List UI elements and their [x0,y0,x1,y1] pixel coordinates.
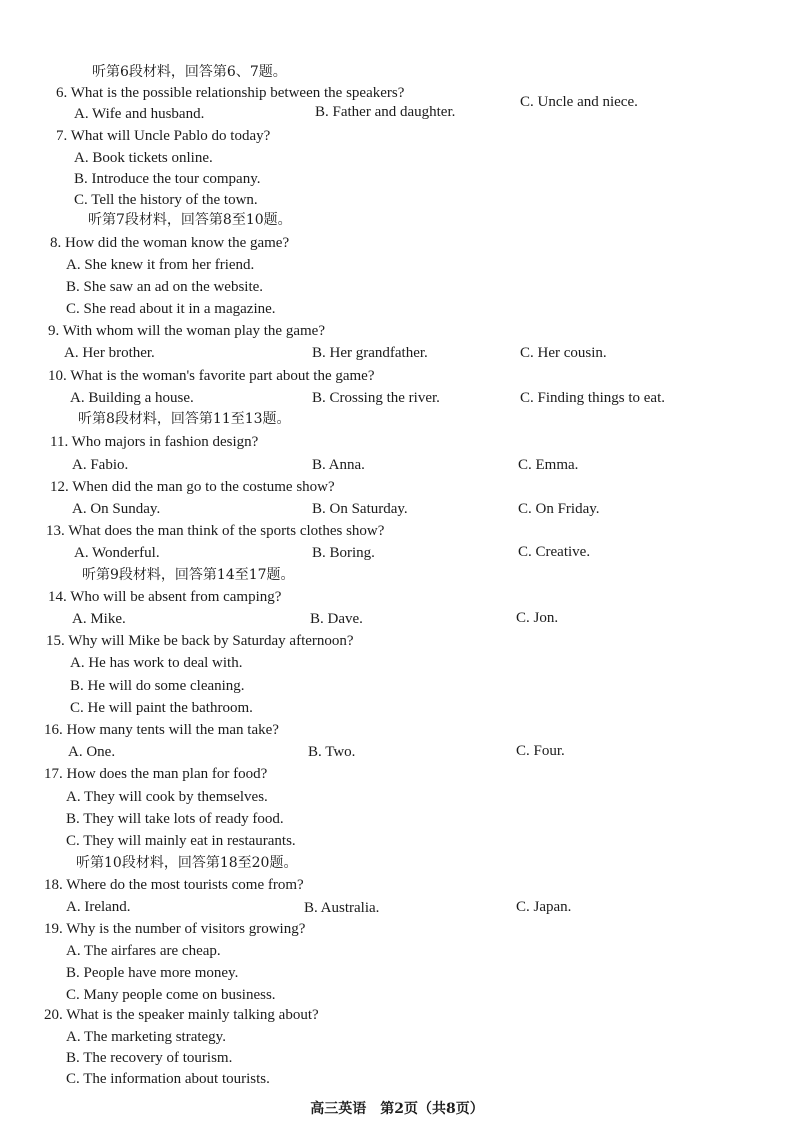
option: C. He will paint the bathroom. [70,700,253,716]
option: B. Anna. [312,457,365,473]
option: B. On Saturday. [312,501,408,517]
option: A. Ireland. [66,899,131,915]
option: A. One. [68,744,116,760]
question-stem: 16. How many tents will the man take? [44,722,279,738]
option: C. The information about tourists. [66,1071,270,1087]
question-stem: 10. What is the woman's favorite part about the game? [48,368,375,384]
option: C. Many people come on business. [66,987,276,1003]
question-stem: 15. Why will Mike be back by Saturday afternoon? [46,633,354,649]
option: A. They will cook by themselves. [66,789,268,805]
option: A. Building a house. [70,390,194,406]
option: A. Fabio. [72,457,129,473]
option: B. Her grandfather. [312,345,428,361]
option: C. Four. [516,743,565,759]
section-heading: 听第7段材料，回答第8至10题。 [88,212,292,228]
option: B. Crossing the river. [312,390,440,406]
option: C. Jon. [516,610,559,626]
option: B. Boring. [312,545,375,561]
option: C. Her cousin. [520,345,607,361]
option: A. The airfares are cheap. [66,943,221,959]
option: C. On Friday. [518,501,600,517]
option: B. They will take lots of ready food. [66,811,284,827]
option: C. Emma. [518,457,579,473]
option: A. Wonderful. [74,545,160,561]
option: B. People have more money. [66,965,239,981]
option: C. Japan. [516,899,572,915]
question-stem: 19. Why is the number of visitors growing? [44,921,306,937]
option: B. The recovery of tourism. [66,1050,233,1066]
option: A. On Sunday. [72,501,161,517]
question-stem: 14. Who will be absent from camping? [48,589,282,605]
option: A. She knew it from her friend. [66,257,255,273]
option: B. Australia. [304,900,380,916]
option: A. Wife and husband. [74,106,205,122]
question-stem: 13. What does the man think of the sports clothes show? [46,523,385,539]
option: A. He has work to deal with. [70,655,243,671]
option: B. He will do some cleaning. [70,678,245,694]
question-stem: 11. Who majors in fashion design? [50,434,259,450]
option: A. The marketing strategy. [66,1029,226,1045]
question-stem: 20. What is the speaker mainly talking about? [44,1007,319,1023]
question-stem: 6. What is the possible relationship between the speakers? [56,85,405,101]
section-heading: 听第8段材料，回答第11至13题。 [78,411,291,427]
option: C. She read about it in a magazine. [66,301,276,317]
section-heading: 听第6段材料，回答第6、7题。 [92,64,287,80]
option: A. Book tickets online. [74,150,213,166]
question-stem: 17. How does the man plan for food? [44,766,268,782]
option: C. They will mainly eat in restaurants. [66,833,296,849]
option: B. She saw an ad on the website. [66,279,264,295]
option: B. Two. [308,744,356,760]
option: B. Father and daughter. [315,104,456,120]
question-stem: 12. When did the man go to the costume show? [50,479,335,495]
question-stem: 18. Where do the most tourists come from? [44,877,304,893]
option: A. Her brother. [64,345,155,361]
option: C. Tell the history of the town. [74,192,258,208]
option: B. Introduce the tour company. [74,171,261,187]
question-stem: 7. What will Uncle Pablo do today? [56,128,271,144]
section-heading: 听第10段材料，回答第18至20题。 [76,855,298,871]
page-footer: 高三英语 第2页（共8页） [310,1101,484,1117]
option: A. Mike. [72,611,126,627]
question-stem: 9. With whom will the woman play the game? [48,323,325,339]
option: C. Creative. [518,544,591,560]
option: C. Finding things to eat. [520,390,666,406]
question-stem: 8. How did the woman know the game? [50,235,290,251]
section-heading: 听第9段材料，回答第14至17题。 [82,567,295,583]
option: C. Uncle and niece. [520,94,638,110]
option: B. Dave. [310,611,363,627]
